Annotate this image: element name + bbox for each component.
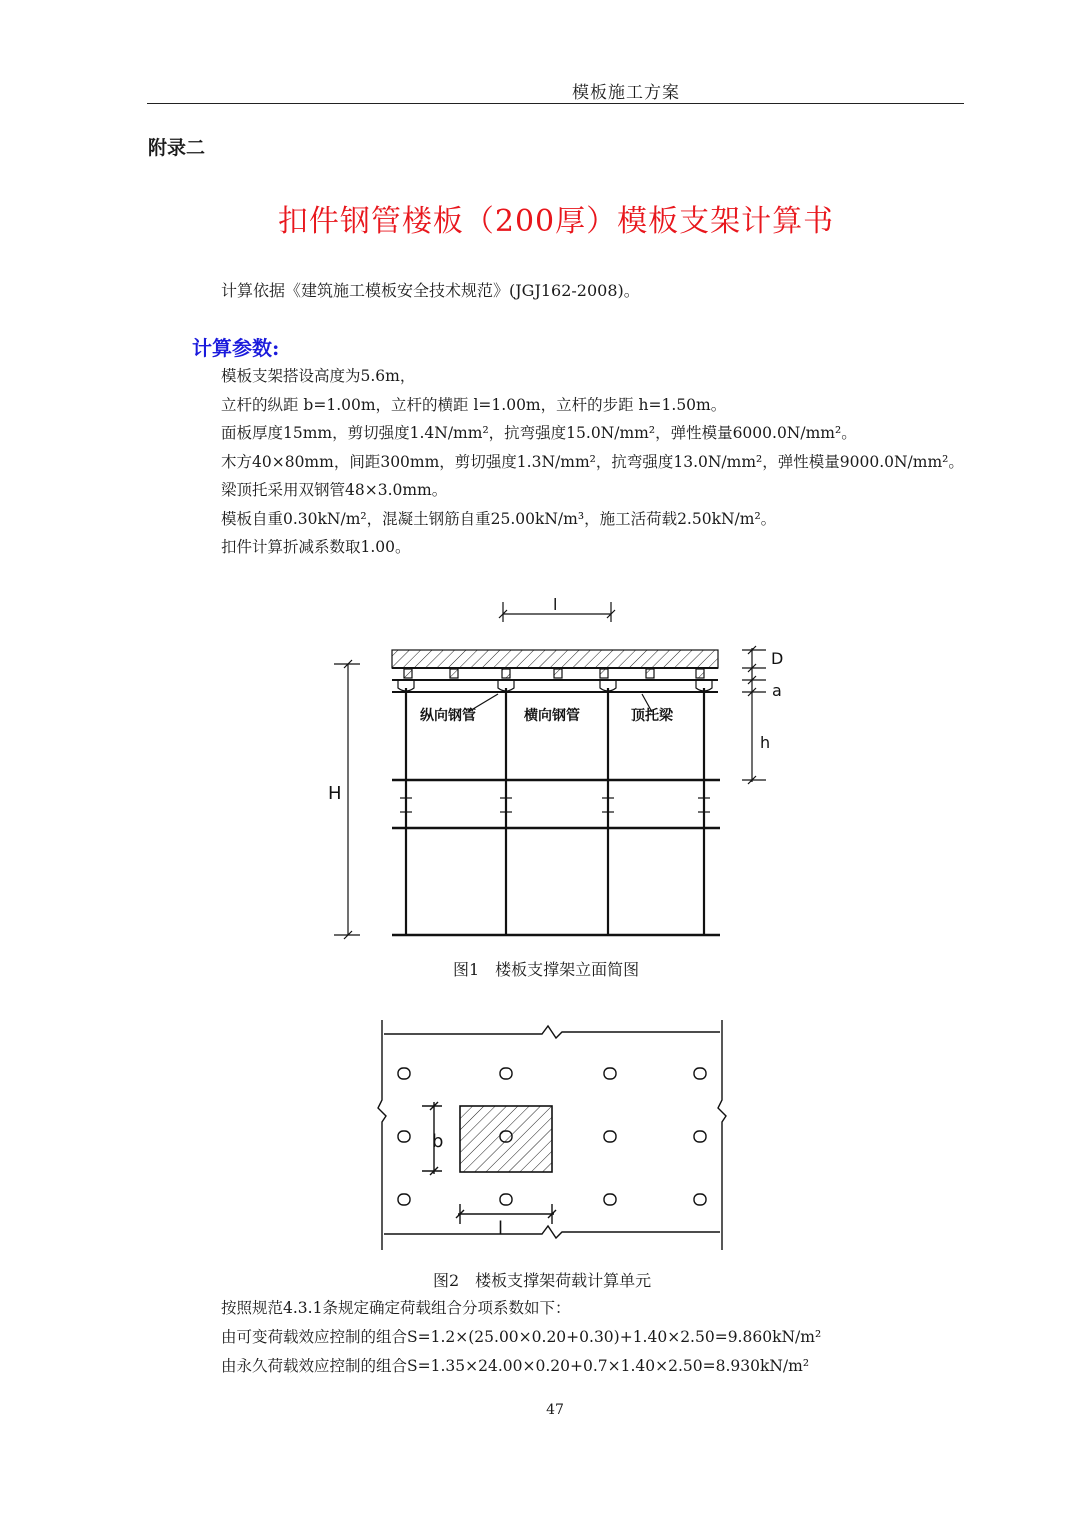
dim-label-h: h: [760, 733, 771, 752]
parameter-line: 梁顶托采用双钢管48×3.0mm。: [221, 481, 448, 499]
parameter-line: 扣件计算折减系数取1.00。: [221, 538, 411, 556]
figure1-elevation-diagram: [320, 592, 800, 942]
dim-label-d: D: [771, 649, 784, 668]
figure1-caption: 图1 楼板支撑架立面简图: [453, 960, 640, 979]
calculation-basis: 计算依据《建筑施工模板安全技术规范》(JGJ162-2008)。: [221, 281, 640, 300]
dim-label-a: a: [772, 681, 782, 700]
calculation-lines: [221, 1294, 821, 1381]
parameter-line: 模板支架搭设高度为5.6m，: [221, 367, 416, 385]
dim-label-H: H: [328, 783, 342, 804]
parameter-list: [221, 362, 964, 562]
parameter-line: 立杆的纵距 b=1.00m，立杆的横距 l=1.00m，立杆的步距 h=1.50m。: [221, 395, 727, 414]
section-heading: 计算参数:: [192, 336, 280, 360]
figure2-caption: 图2 楼板支撑架荷载计算单元: [433, 1271, 652, 1290]
parameter-line: 模板自重0.30kN/m²，混凝土钢筋自重25.00kN/m³，施工活荷载2.50kN/m²。: [221, 509, 777, 528]
main-title: 扣件钢管楼板（200厚）模板支架计算书: [277, 204, 835, 239]
calculation-line: 由可变荷载效应控制的组合S=1.2×(25.00×0.20+0.30)+1.40×2.50=9.860kN/m²: [221, 1328, 822, 1346]
page-number: 47: [546, 1402, 564, 1418]
header-rule: [147, 103, 964, 104]
parameter-line: 木方40×80mm，间距300mm，剪切强度1.3N/mm²，抗弯强度13.0N/mm²，弹性模量9000.0N/mm²。: [221, 452, 964, 471]
dim-label-l: l: [553, 595, 558, 614]
figure2-plan-diagram: [370, 1016, 734, 1256]
appendix-label: 附录二: [148, 137, 206, 159]
calculation-line: 按照规范4.3.1条规定确定荷载组合分项系数如下：: [221, 1299, 571, 1317]
label-transverse-tube: 横向钢管: [524, 708, 580, 724]
dim-label-b: b: [432, 1131, 444, 1152]
calculation-line: 由永久荷载效应控制的组合S=1.35×24.00×0.20+0.7×1.40×2.50=8.930kN/m²: [221, 1357, 810, 1375]
page-header-title: 模板施工方案: [572, 83, 680, 103]
parameter-line: 面板厚度15mm，剪切强度1.4N/mm²，抗弯强度15.0N/mm²，弹性模量6000.0N/mm²。: [221, 424, 857, 442]
label-longitudinal-tube: 纵向钢管: [420, 708, 476, 724]
dim-label-l-plan: l: [498, 1218, 504, 1239]
label-top-beam: 顶托梁: [631, 708, 673, 724]
